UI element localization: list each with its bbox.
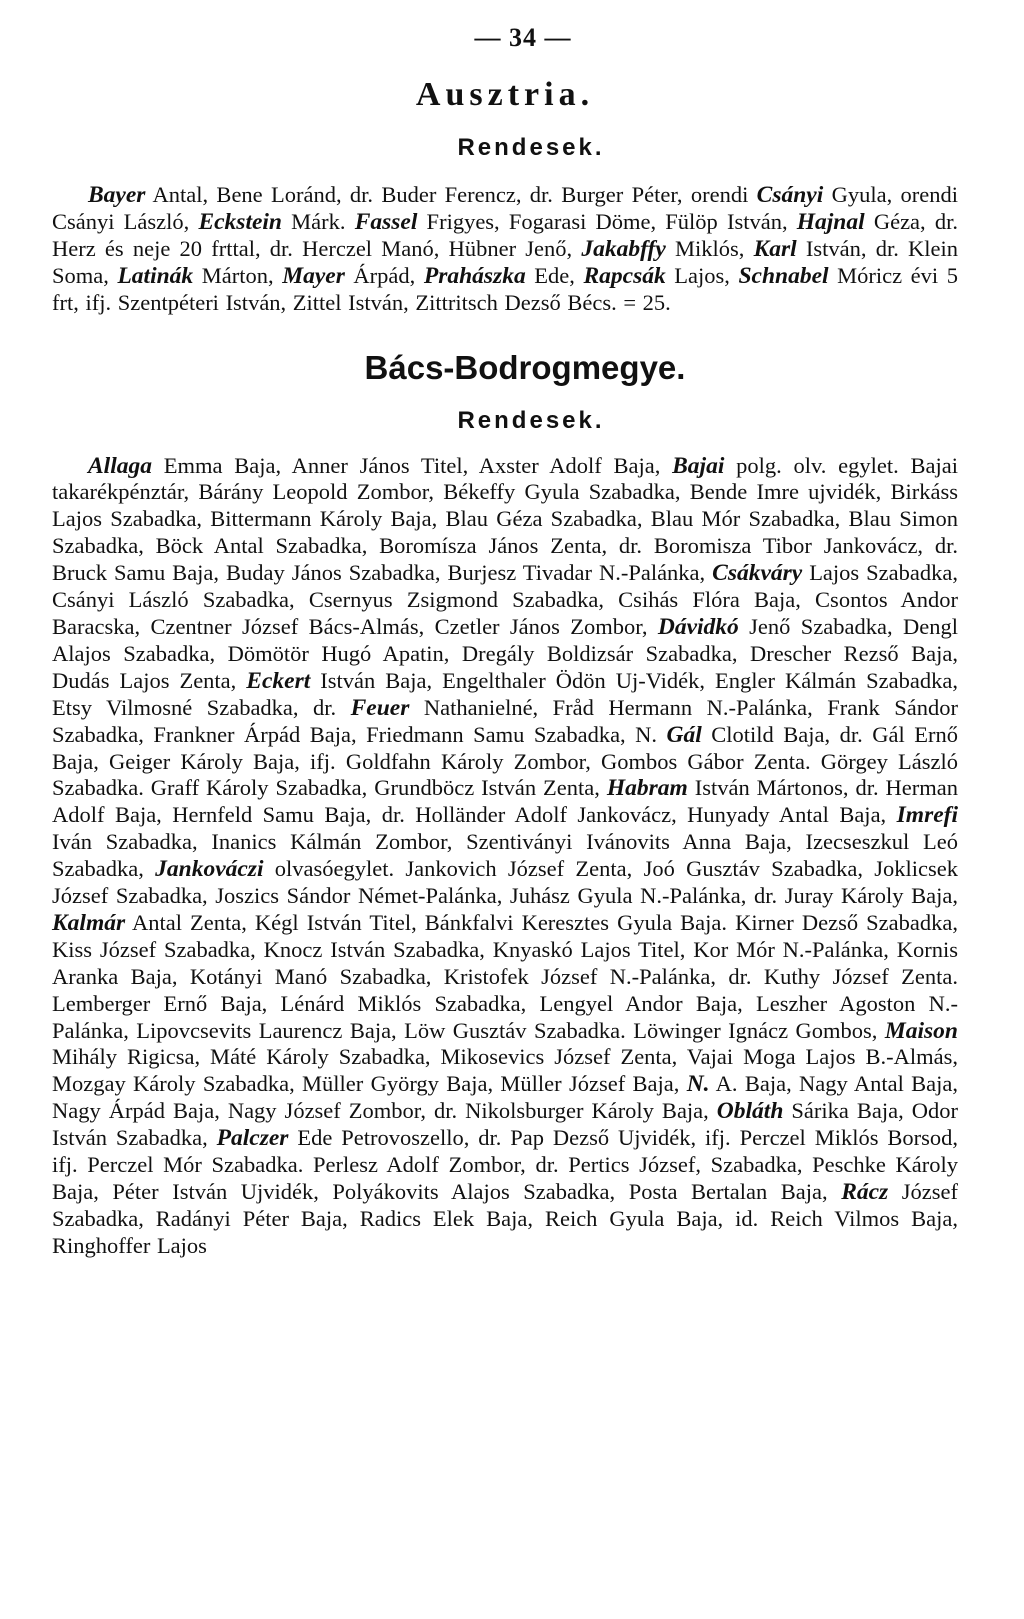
emphasized-name: Latinák: [117, 262, 194, 289]
member-text: Iván Szabadka, Inanics Kálmán Zombor, Szentiványi Ivánovits Anna Baja, Izecseszkul Leó Szabadka,: [52, 829, 958, 882]
member-text: Lajos,: [665, 262, 739, 288]
emphasized-name: Allaga: [88, 452, 152, 479]
member-text: Miklós,: [665, 235, 754, 261]
emphasized-name: Fassel: [354, 208, 418, 235]
emphasized-name: Obláth: [716, 1098, 784, 1125]
emphasized-name: Gál: [666, 721, 702, 748]
member-text: polg. olv. egylet. Bajai takarékpénztár, Bárány Leopold Zombor, Békeffy Gyula Szabadka, Bende Imre ujvidék, Birkáss Lajos Szabadka, Bittermann Károly Baja, Blau Géza Szabadka, Blau Mór Szabadka, Blau Simon Szabadka, Böck Antal Szabadka, Boromísza János Zenta, dr. Boromisza Tibor Jankovácz, dr. Bruck Samu Baja, Buday János Szabadka, Burjesz Tivadar N.-Palánka,: [52, 452, 959, 586]
emphasized-name: Kalmár: [52, 909, 126, 936]
emphasized-name: N.: [686, 1071, 710, 1098]
member-text: Móricz évi 5 frt, ifj. Szentpéteri István, Zittel István, Zittritsch Dezső Bécs. = 25.: [52, 262, 958, 315]
emphasized-name: Jankováczi: [155, 856, 264, 883]
member-text: Ede Petrovoszello, dr. Pap Dezső Ujvidék, ifj. Perczel Miklós Borsod, ifj. Perczel Mór Szabadka. Perlesz Adolf Zombor, dr. Pertics József, Szabadka, Peschke Károly Baja, Péter István Ujvidék, Polyákovits Alajos Szabadka, Posta Bertalan Baja,: [52, 1125, 958, 1204]
member-text: Márton,: [193, 262, 283, 288]
emphasized-name: Csákváry: [712, 560, 803, 587]
member-text: István Mártonos, dr. Herman Adolf Baja, Hernfeld Samu Baja, dr. Holländer Adolf Jankovácz, Hunyady Antal Baja,: [52, 775, 958, 828]
member-text: Ede,: [525, 262, 584, 288]
member-text: Jenő Szabadka, Dengl Alajos Szabadka, Dömötör Hugó Apatin, Dregály Boldizsár Szabadka, Drescher Rezső Baja, Dudás Lajos Zenta,: [52, 613, 958, 693]
member-text: Árpád,: [344, 262, 424, 288]
member-text: Antal Zenta, Kégl István Titel, Bánkfalvi Keresztes Gyula Baja. Kirner Dezső Szabadka, Kiss József Szabadka, Knocz István Szabadka, Knyaskó Lajos Titel, Kor Mór N.-Palánka, Kornis Aranka Baja, Kotányi Manó Szabadka, Kristofek József N.-Palánka, dr. Kuthy József Zenta. Lemberger Ernő Baja, Lénárd Miklós Szabadka, Lengyel Andor Baja, Leszher Agoston N.-Palánka, Lipovcsevits Laurencz Baja, Löw Gusztáv Szabadka. Löwinger Ignácz Gombos,: [52, 909, 958, 1043]
section-title-austria: Ausztria.: [415, 76, 595, 113]
member-paragraph-austria: [52, 182, 958, 317]
page-number: — 34 —: [474, 23, 572, 52]
emphasized-name: Rácz: [841, 1179, 889, 1205]
emphasized-name: Imrefi: [896, 802, 958, 829]
emphasized-name: Rapcsák: [583, 262, 666, 289]
emphasized-name: Bayer: [88, 182, 146, 208]
member-text: Sárika Baja, Odor István Szabadka,: [52, 1098, 958, 1151]
member-text: Gyula, orendi Csányi László,: [52, 182, 959, 234]
emphasized-name: Prahászka: [423, 262, 526, 289]
emphasized-name: Hajnal: [796, 208, 865, 235]
member-text: István, dr. Klein Soma,: [52, 235, 959, 288]
emphasized-name: Dávidkó: [657, 613, 739, 640]
emphasized-name: Eckstein: [198, 208, 282, 235]
emphasized-name: Habram: [606, 775, 688, 802]
emphasized-name: Palczer: [216, 1125, 289, 1152]
member-text: Antal, Bene Loránd, dr. Buder Ferencz, dr. Burger Péter, orendi: [145, 182, 757, 207]
member-text: Lajos Szabadka, Csányi László Szabadka, Csernyus Zsigmond Szabadka, Csihás Flóra Baja, Csontos Andor Baracska, Czentner József Bács-Almás, Czetler János Zombor,: [52, 560, 958, 639]
member-text: Frigyes, Fogarasi Döme, Fülöp István,: [417, 208, 797, 234]
member-text: Clotild Baja, dr. Gál Ernő Baja, Geiger Károly Baja, ifj. Goldfahn Károly Zombor, Gombos Gábor Zenta. Görgey László Szabadka. Graff Károly Szabadka, Grundböcz István Zenta,: [52, 721, 958, 801]
section-title-bacs-bodrog: Bács-Bodrogmegye.: [364, 348, 686, 386]
emphasized-name: Jakabffy: [581, 235, 666, 262]
section-subtitle-members: Rendesek.: [457, 134, 605, 161]
emphasized-name: Csányi: [756, 182, 824, 208]
emphasized-name: Feuer: [350, 694, 410, 721]
emphasized-name: Bajai: [672, 452, 725, 479]
emphasized-name: Eckert: [246, 667, 311, 694]
member-text: Mihály Rigicsa, Máté Károly Szabadka, Mikosevics József Zenta, Vajai Moga Lajos B.-Almás, Mozgay Károly Szabadka, Müller György Baja, Müller József Baja,: [52, 1044, 958, 1097]
section-subtitle-members: Rendesek.: [457, 406, 605, 434]
emphasized-name: Maison: [884, 1017, 958, 1044]
emphasized-name: Schnabel: [738, 262, 829, 289]
emphasized-name: Karl: [753, 235, 797, 262]
member-text: József Szabadka, Radányi Péter Baja, Radics Elek Baja, Reich Gyula Baja, id. Reich Vilmos Baja, Ringhoffer Lajos: [52, 1179, 958, 1258]
emphasized-name: Mayer: [282, 262, 345, 289]
member-text: Géza, dr. Herz és neje 20 frttal, dr. Herczel Manó, Hübner Jenő,: [52, 208, 958, 261]
member-text: Nathanielné, Fråd Hermann N.-Palánka, Frank Sándor Szabadka, Frankner Árpád Baja, Friedmann Samu Szabadka, N.: [52, 694, 958, 747]
document-page: [52, 18, 958, 1260]
member-paragraph-bacs-bodrog: [52, 453, 958, 1260]
member-text: Emma Baja, Anner János Titel, Axster Adolf Baja,: [151, 452, 673, 478]
member-text: István Baja, Engelthaler Ödön Uj-Vidék, Engler Kálmán Szabadka, Etsy Vilmosné Szabadka, dr.: [52, 667, 958, 720]
member-text: olvasóegylet. Jankovich József Zenta, Joó Gusztáv Szabadka, Joklicsek József Szabadka, Joszics Sándor Német-Palánka, Juhász Gyula N.-Palánka, dr. Juray Károly Baja,: [52, 856, 958, 909]
member-text: Márk.: [282, 208, 355, 234]
member-text: A. Baja, Nagy Antal Baja, Nagy Árpád Baja, Nagy József Zombor, dr. Nikolsburger Károly Baja,: [52, 1071, 959, 1124]
